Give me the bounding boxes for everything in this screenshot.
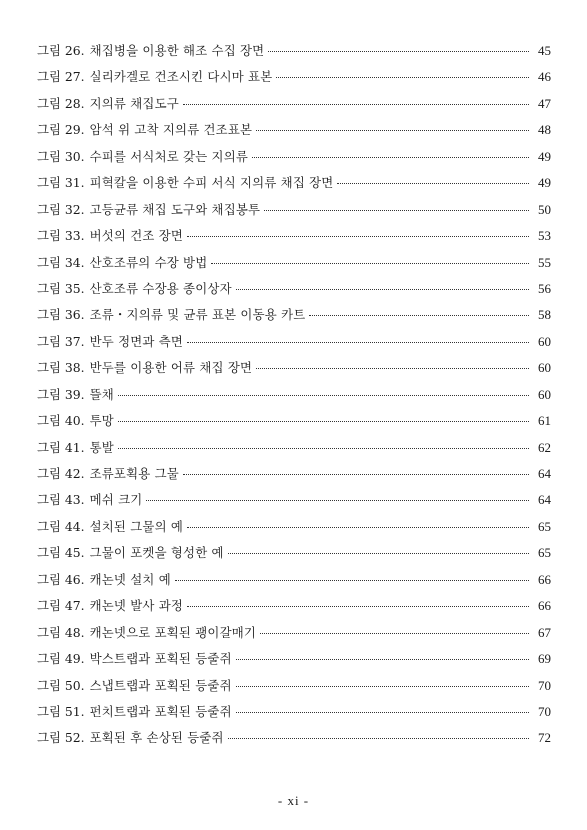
toc-entry[interactable] <box>37 305 551 331</box>
toc-entry[interactable] <box>37 570 551 596</box>
dot-leader <box>276 77 529 78</box>
dot-leader <box>187 342 529 343</box>
figure-title: 실리카겔로 건조시킨 다시마 표본 <box>89 69 273 85</box>
toc-entry[interactable] <box>37 147 551 173</box>
page-number: 70 <box>538 703 551 719</box>
dot-leader <box>337 183 529 184</box>
toc-entry[interactable] <box>37 728 551 754</box>
toc-entry[interactable] <box>37 676 551 702</box>
figure-number: 그림 33. <box>37 228 85 244</box>
figure-title: 투망 <box>89 413 114 429</box>
page-number: 64 <box>538 466 551 481</box>
toc-entry[interactable] <box>37 649 551 675</box>
toc-entry[interactable] <box>37 385 551 411</box>
dot-leader <box>236 686 529 687</box>
dot-leader <box>175 580 529 581</box>
figure-title: 버섯의 건조 장면 <box>89 228 184 244</box>
page-number: 72 <box>538 730 551 746</box>
page-number: 60 <box>538 360 551 376</box>
figure-number: 그림 44. <box>37 518 85 534</box>
figure-title: 채집병을 이용한 해조 수집 장면 <box>89 43 265 58</box>
figure-title: 고등균류 채집 도구와 채집봉투 <box>89 201 261 217</box>
figure-number: 그림 43. <box>37 492 85 508</box>
dot-leader <box>187 606 529 607</box>
dot-leader <box>183 474 529 475</box>
toc-entry[interactable] <box>37 543 551 569</box>
figure-title: 뜰채 <box>89 386 114 402</box>
page-number: 56 <box>538 280 551 296</box>
list-of-figures <box>37 41 551 755</box>
toc-entry[interactable] <box>37 173 551 199</box>
dot-leader <box>256 368 529 369</box>
dot-leader <box>211 263 529 264</box>
figure-title: 반두를 이용한 어류 채집 장면 <box>89 360 253 376</box>
figure-title: 설치된 그물의 예 <box>89 518 184 534</box>
figure-number: 그림 40. <box>37 413 85 429</box>
page-number: 62 <box>538 439 551 455</box>
figure-number: 그림 47. <box>37 598 85 614</box>
dot-leader <box>118 448 529 449</box>
toc-entry[interactable] <box>37 464 551 490</box>
toc-entry[interactable] <box>37 200 551 226</box>
page-footer: - xi - <box>277 793 310 808</box>
toc-entry[interactable] <box>37 702 551 728</box>
figure-number: 그림 36. <box>37 307 85 323</box>
figure-number: 그림 34. <box>37 254 85 270</box>
dot-leader <box>268 51 529 52</box>
toc-entry[interactable] <box>37 94 551 120</box>
figure-title: 반두 정면과 측면 <box>89 333 184 349</box>
toc-entry[interactable] <box>37 332 551 358</box>
page-number: 55 <box>538 254 551 270</box>
page-number: 50 <box>538 201 551 217</box>
figure-title: 스냅트랩과 포획된 등줄쥐 <box>89 677 232 693</box>
page-number: 60 <box>538 333 551 349</box>
figure-title: 그물이 포켓을 형성한 예 <box>89 545 224 561</box>
dot-leader <box>260 633 529 634</box>
figure-number: 그림 41. <box>37 439 85 455</box>
page-number: 65 <box>538 545 551 561</box>
figure-number: 그림 30. <box>37 148 85 164</box>
toc-entry[interactable] <box>37 596 551 622</box>
page-number: 64 <box>538 492 551 508</box>
page-number: 49 <box>538 148 551 164</box>
toc-entry[interactable] <box>37 438 551 464</box>
dot-leader <box>228 553 529 554</box>
figure-title: 수피를 서식처로 갖는 지의류 <box>89 148 249 164</box>
figure-title: 캐논넷 발사 과정 <box>89 598 184 614</box>
page-number: 45 <box>538 43 551 58</box>
figure-number: 그림 35. <box>37 280 85 296</box>
figure-title: 암석 위 고착 지의류 건조표본 <box>89 122 253 138</box>
dot-leader <box>228 738 529 739</box>
figure-title: 메쉬 크기 <box>89 492 143 508</box>
toc-entry[interactable] <box>37 67 551 93</box>
toc-entry[interactable] <box>37 517 551 543</box>
figure-number: 그림 48. <box>37 624 85 640</box>
page-number: 49 <box>538 175 551 191</box>
figure-title: 지의류 채집도구 <box>89 95 179 111</box>
figure-number: 그림 49. <box>37 651 85 667</box>
page-number: 53 <box>538 228 551 244</box>
page-number: 58 <box>538 307 551 323</box>
dot-leader <box>118 421 529 422</box>
figure-number: 그림 32. <box>37 201 85 217</box>
dot-leader <box>187 527 529 528</box>
toc-entry[interactable] <box>37 358 551 384</box>
toc-entry[interactable] <box>37 490 551 516</box>
page-number: 66 <box>538 598 551 614</box>
page-number: 61 <box>538 413 551 429</box>
figure-title: 펀치트랩과 포획된 등줄쥐 <box>89 703 232 719</box>
figure-number: 그림 45. <box>37 545 85 561</box>
figure-title: 캐논넷으로 포획된 괭이갈매기 <box>89 624 257 640</box>
dot-leader <box>256 130 529 131</box>
dot-leader <box>309 315 529 316</box>
page-number: 48 <box>538 122 551 138</box>
toc-entry[interactable] <box>37 411 551 437</box>
figure-title: 캐논넷 설치 예 <box>89 571 171 587</box>
figure-number: 그림 29. <box>37 122 85 138</box>
page-number: 46 <box>538 69 551 85</box>
figure-title: 산호조류 수장용 종이상자 <box>89 280 232 296</box>
toc-entry[interactable] <box>37 279 551 305</box>
toc-entry[interactable] <box>37 120 551 146</box>
figure-number: 그림 50. <box>37 677 85 693</box>
page-number: 65 <box>538 518 551 534</box>
toc-entry[interactable] <box>37 623 551 649</box>
dot-leader <box>236 712 529 713</box>
figure-number: 그림 46. <box>37 571 85 587</box>
page-number: 66 <box>538 571 551 587</box>
figure-number: 그림 52. <box>37 730 85 746</box>
page-number: 70 <box>538 677 551 693</box>
figure-title: 조류・지의류 및 균류 표본 이동용 카트 <box>89 307 306 323</box>
figure-title: 피혁칼을 이용한 수피 서식 지의류 채집 장면 <box>89 175 334 191</box>
dot-leader <box>236 659 529 660</box>
figure-number: 그림 26. <box>37 43 85 58</box>
figure-title: 조류포획용 그물 <box>89 466 179 481</box>
figure-title: 통발 <box>89 439 114 455</box>
dot-leader <box>187 236 529 237</box>
toc-entry[interactable] <box>37 41 551 67</box>
figure-number: 그림 31. <box>37 175 85 191</box>
figure-number: 그림 37. <box>37 333 85 349</box>
figure-number: 그림 39. <box>37 386 85 402</box>
page-number: 47 <box>538 95 551 111</box>
dot-leader <box>236 289 529 290</box>
figure-number: 그림 27. <box>37 69 85 85</box>
page-number: 67 <box>538 624 551 640</box>
figure-number: 그림 42. <box>37 466 85 481</box>
dot-leader <box>146 500 529 501</box>
page-number: 60 <box>538 386 551 402</box>
figure-number: 그림 28. <box>37 95 85 111</box>
figure-title: 박스트랩과 포획된 등줄쥐 <box>89 651 232 667</box>
figure-number: 그림 38. <box>37 360 85 376</box>
dot-leader <box>183 104 529 105</box>
figure-title: 산호조류의 수장 방법 <box>89 254 208 270</box>
figure-title: 포획된 후 손상된 등줄쥐 <box>89 730 224 746</box>
toc-entry[interactable] <box>37 226 551 252</box>
figure-number: 그림 51. <box>37 703 85 719</box>
toc-entry[interactable] <box>37 253 551 279</box>
dot-leader <box>252 157 529 158</box>
page-number: 69 <box>538 651 551 667</box>
dot-leader <box>118 395 529 396</box>
dot-leader <box>264 210 529 211</box>
